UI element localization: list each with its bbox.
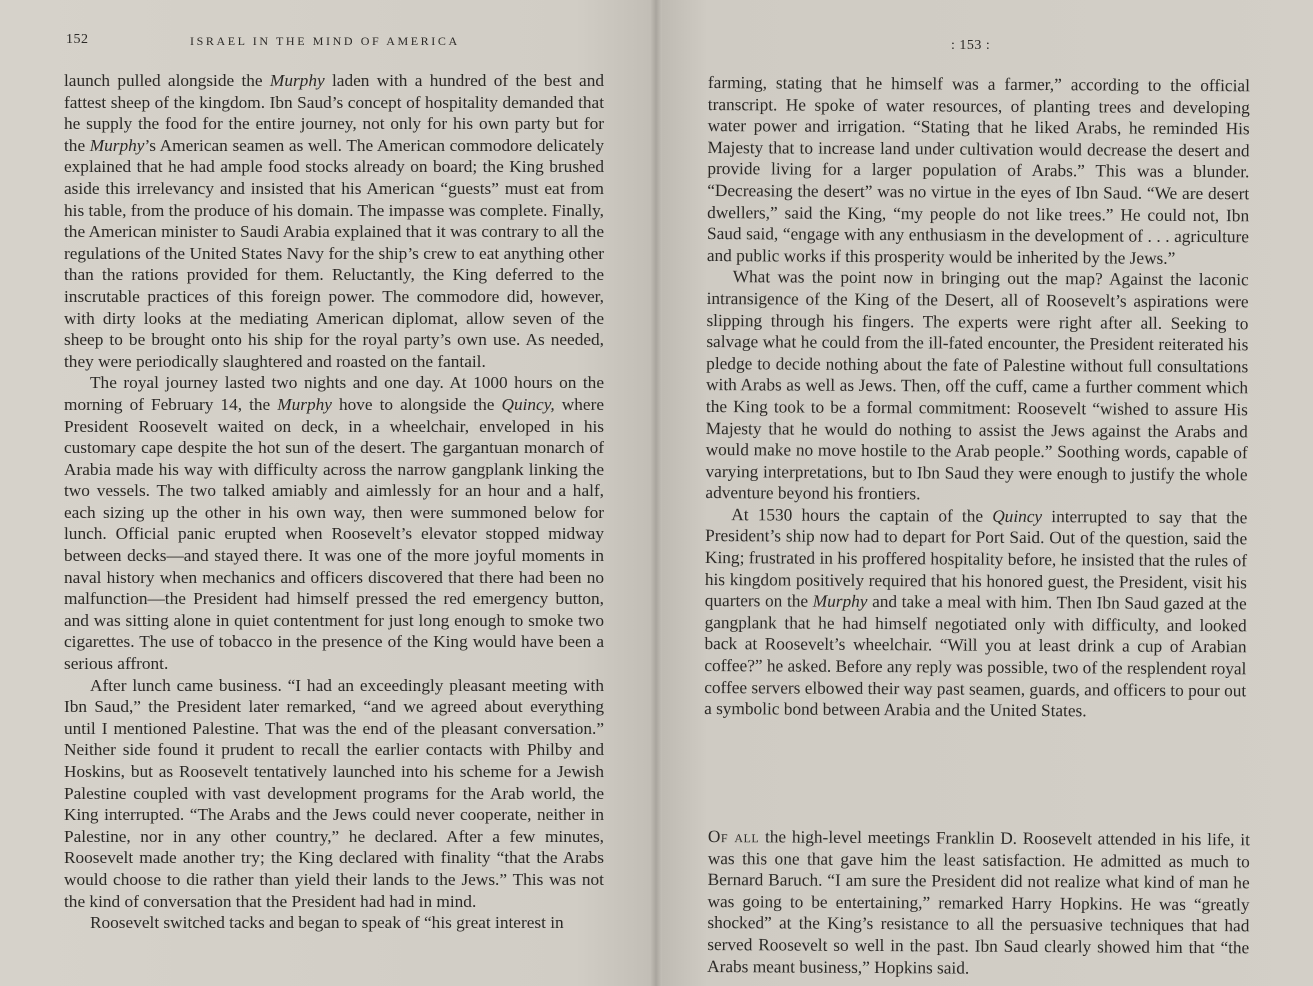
right-page xyxy=(655,0,1313,986)
paragraph-text: Roosevelt switched tacks and began to speak of “his great interest in xyxy=(90,913,564,933)
paragraph xyxy=(64,912,604,934)
paragraph-text: hove to alongside the xyxy=(331,394,502,414)
paragraph-text: After lunch came business. “I had an exceedingly pleasant meeting with Ibn Saud,” the President later remarked, “and we agreed about everything until I mentioned Palestine. That was the end of the pleasant conversation.” Neither side found it prudent to recall the earlier contacts with Philby and Hoskins, but as Roosevelt tentatively launched into his scheme for a Jewish Palestine coupled with vast development programs for the Arab world, the King interrupted. “The Arabs and the Jews could never cooperate, neither in Palestine, nor in any other country,” he declared. After a few minutes, Roosevelt made another try; the King declared with finality “that the Arabs would choose to die rather than yield their lands to the Jews.” This was not the kind of conversation that the President had had in mind. xyxy=(64,675,604,911)
paragraph xyxy=(64,675,604,913)
running-head: ISRAEL IN THE MIND OF AMERICA xyxy=(190,34,460,48)
small-caps-lead-in: Of all xyxy=(707,827,760,847)
section-opening-paragraph xyxy=(707,826,1250,980)
paragraph xyxy=(64,70,604,372)
paragraph-text: The royal journey lasted two nights and one day. At 1000 hours on the morning of February 14, the xyxy=(64,373,604,414)
left-page-body xyxy=(64,70,604,934)
right-page-body xyxy=(704,72,1250,723)
paragraph-text: and take a meal with him. Then Ibn Saud gazed at the gangplank that he had himself negotiated only with difficulty, and looked back at Roosevelt’s wheelchair. “Will you at least drink a cup of Arabian coffee?” he asked. Before any reply was possible, two of the resplendent royal coffee servers elbowed their way past seamen, guards, and officers to pour out a symbolic bond between Arabia and the United States. xyxy=(704,592,1247,721)
left-page xyxy=(0,0,655,986)
paragraph-text: farming, stating that he himself was a farmer,” according to the official transcript. He spoke of water resources, of planting trees and developing water power and irrigation. “Stating that he liked Arabs, he reminded His Majesty that to increase land under cultivation would decrease the desert and provide living for a larger population of Arabs.” This was a blunder. “Decreasing the desert” was no virtue in the eyes of Ibn Saud. “We are desert dwellers,” said the King, “my people do not like trees.” He could not, Ibn Saud said, “engage with any enthusiasm in the development of . . . agriculture and public works if this prosperity would be inherited by the Jews.” xyxy=(706,72,1250,268)
paragraph xyxy=(704,504,1247,723)
section-break-body xyxy=(707,826,1250,980)
paragraph xyxy=(705,266,1248,507)
paragraph-text: At 1530 hours the captain of the xyxy=(731,505,993,526)
page-number: : 153 : xyxy=(951,38,991,53)
paragraph-text: What was the point now in bringing out the map? Against the laconic intransigence of the King of the Desert, all of Roosevelt’s aspirations were slipping through his fingers. The experts were right after all. Seeking to salvage what he could from the ill-fated encounter, the President reiterated his pledge to decide nothing about the fate of Palestine without full consultations with Arabs as well as Jews. Then, off the cuff, came a further comment which the King took to be a formal commitment: Roosevelt “wished to assure His Majesty that he would do nothing to assist the Jews against the Arabs and would make no move hostile to the Arab people.” Soothing words, capable of varying interpretations, but to Ibn Saud they were enough to justify the whole adventure beyond his frontiers. xyxy=(705,267,1249,504)
paragraph-text: where President Roosevelt waited on deck, in a wheelchair, enveloped in his customary cape despite the hot sun of the desert. The gargantuan monarch of Arabia made his way with difficulty across the narrow gangplank linking the two vessels. The two talked amiably and aimlessly for an hour and a half, each sizing up the other in his own way, then were summoned below for lunch. Official panic erupted when Roosevelt’s elevator stopped midway between decks—and stayed there. It was one of the more joyful moments in naval history when mechanics and officers discovered that there had been no malfunction—the President had himself pressed the red emergency button, and was sitting alone in quiet contentment for just long enough to smoke two cigarettes. The use of tobacco in the presence of the King would have been a serious affront. xyxy=(64,394,604,674)
paragraph-text: laden with a hundred of the best and fattest sheep of the kingdom. Ibn Saud’s concept of hospitality demanded that he supply the food for the entire journey, not only for his own party but for the xyxy=(64,71,604,155)
paragraph-text: interrupted to say that the President’s ship now had to depart for Port Said. Out of the question, said the King; frustrated in his proffered hospitality before, he insisted that the rules of his kingdom positively required that his honored guest, the President, visit his quarters on the xyxy=(704,506,1248,611)
italic-text: Quincy, xyxy=(501,394,555,414)
page-number: 152 xyxy=(66,32,89,47)
italic-text: Murphy xyxy=(277,394,332,414)
paragraph-text: launch pulled alongside the xyxy=(64,71,270,90)
book-gutter xyxy=(650,0,662,986)
paragraph-text: the high-level meetings Franklin D. Roosevelt attended in his life, it was this one that gave him the least satisfaction. He admitted as much to Bernard Baruch. “I am sure the President did not realize what kind of man he was going to be entertaining,” remarked Harry Hopkins. He was “greatly shocked” at the King’s resistance to all the persuasive techniques that had served Roosevelt so well in the past. Ibn Saud clearly showed him that “the Arabs meant business,” Hopkins said. xyxy=(707,827,1250,978)
paragraph xyxy=(707,72,1250,270)
paragraph-text: ’s American seamen as well. The American commodore delicately explained that he had ample food stocks already on board; the King brushed aside this irrelevancy and insisted that his American “guests” must eat from his table, from the produce of his domain. The impasse was complete. Finally, the American minister to Saudi Arabia explained that it was contrary to all the regulations of the United States Navy for the ship’s crew to eat anything other than the rations provided for them. Reluctantly, the King deferred to the inscrutable practices of this foreign power. The commodore did, however, with dirty looks at the mediating American diplomat, allow seven of the sheep to be brought onto his ship for the royal party’s own use. As needed, they were periodically slaughtered and roasted on the fantail. xyxy=(64,135,604,371)
italic-text: Murphy xyxy=(812,591,868,612)
italic-text: Murphy xyxy=(89,135,145,155)
paragraph xyxy=(64,372,604,674)
italic-text: Quincy xyxy=(992,506,1043,526)
italic-text: Murphy xyxy=(269,71,325,90)
